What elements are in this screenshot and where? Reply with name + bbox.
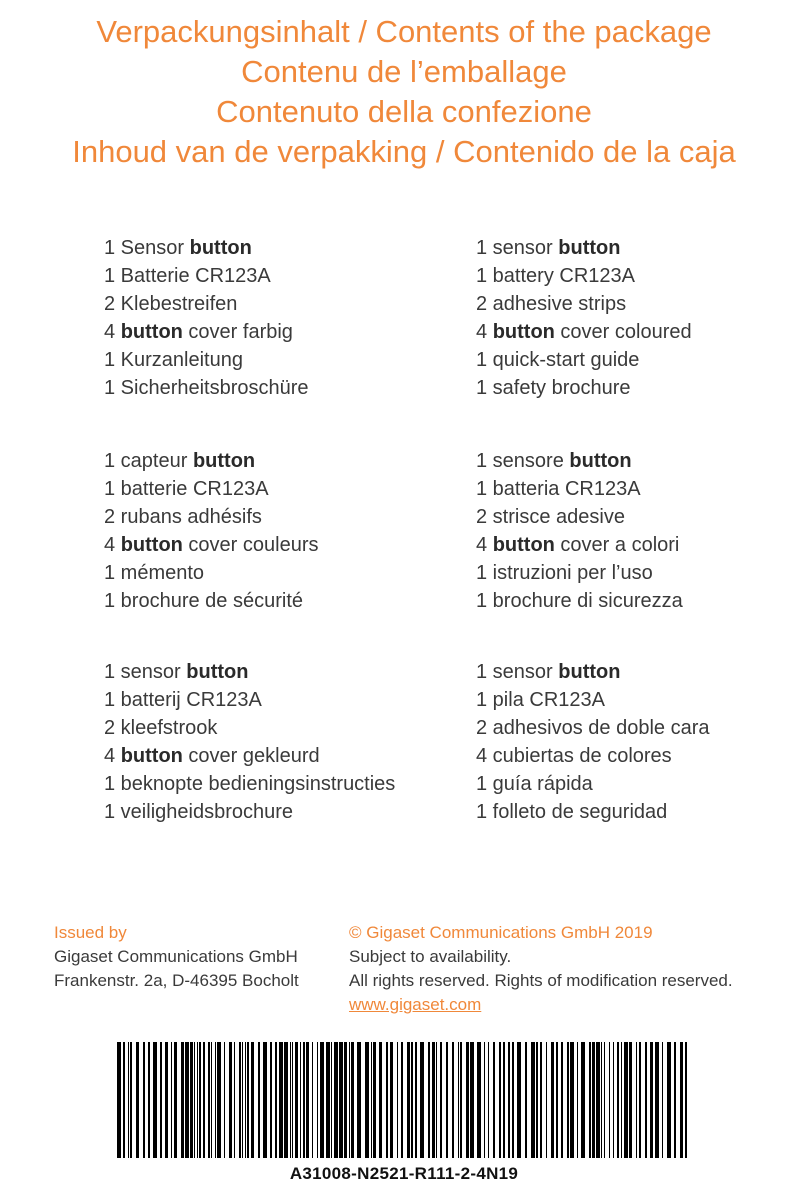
barcode-bar (123, 1042, 125, 1158)
barcode-bar (546, 1042, 547, 1158)
item-text: 1 safety brochure (476, 377, 631, 399)
barcode-bar (365, 1042, 369, 1158)
list-item (476, 374, 692, 402)
title-group (0, 12, 808, 172)
list-item (104, 798, 395, 826)
barcode-bar (320, 1042, 324, 1158)
barcode-bar (407, 1042, 410, 1158)
list-item (476, 262, 692, 290)
title-line-2: Contenu de l’emballage (241, 54, 567, 89)
item-text: 2 adhesive strips (476, 293, 627, 315)
barcode-bar (477, 1042, 481, 1158)
barcode-bar (292, 1042, 293, 1158)
item-text: 1 sensore (476, 450, 570, 472)
barcode-bar (440, 1042, 442, 1158)
barcode-bar (452, 1042, 454, 1158)
barcode-bar (130, 1042, 132, 1158)
list-item (104, 475, 319, 503)
item-text: 4 cubiertas de colores (476, 745, 672, 767)
barcode-bar (334, 1042, 338, 1158)
item-product-name: button (558, 237, 621, 259)
list-item (476, 587, 683, 615)
barcode-bar (344, 1042, 347, 1158)
item-product-name: button (186, 661, 249, 683)
item-text-suffix: cover coloured (554, 321, 692, 343)
item-text: 1 brochure de sécurité (104, 590, 304, 612)
barcode-bar (306, 1042, 309, 1158)
barcode-bar (317, 1042, 318, 1158)
list-item (476, 714, 710, 742)
barcode-bar (300, 1042, 301, 1158)
barcode-bar (436, 1042, 437, 1158)
item-text: 1 brochure di sicurezza (476, 590, 683, 612)
barcode-bar (420, 1042, 424, 1158)
barcode-bar (397, 1042, 398, 1158)
item-text-suffix: cover a colori (554, 534, 680, 556)
barcode-bar (290, 1042, 291, 1158)
barcode-bar (561, 1042, 563, 1158)
barcode-bar (536, 1042, 538, 1158)
barcode-bar (390, 1042, 393, 1158)
barcode-bar (339, 1042, 343, 1158)
barcode-bar (466, 1042, 469, 1158)
item-text: 1 beknopte bedieningsinstructies (104, 773, 396, 795)
barcode-bar (224, 1042, 225, 1158)
issuer-address: Frankenstr. 2a, D-46395 Bocholt (54, 971, 299, 990)
barcode-bar (613, 1042, 614, 1158)
barcode-bar (136, 1042, 139, 1158)
item-text: 1 batterij CR123A (104, 689, 262, 711)
barcode-bar (208, 1042, 210, 1158)
barcode-bar (650, 1042, 653, 1158)
barcode-bar (247, 1042, 249, 1158)
barcode-bar (303, 1042, 305, 1158)
item-text: 1 guía rápida (476, 773, 593, 795)
item-text: 1 Kurzanleitung (104, 349, 243, 371)
item-text: 4 (104, 321, 121, 343)
barcode-bar (185, 1042, 189, 1158)
list-item (476, 503, 683, 531)
barcode-bar (458, 1042, 459, 1158)
barcode-bar (577, 1042, 578, 1158)
barcode-bar (263, 1042, 267, 1158)
barcode-bar (428, 1042, 430, 1158)
item-text: 2 kleefstrook (104, 717, 218, 739)
list-item (476, 475, 683, 503)
list-item (104, 346, 309, 374)
barcode-number: A31008-N2521-R111-2-4N19 (289, 1164, 519, 1183)
availability-notice: Subject to availability. (349, 947, 512, 966)
barcode-bar (531, 1042, 535, 1158)
barcode-bar (415, 1042, 417, 1158)
item-text: 2 adhesivos de doble cara (476, 717, 710, 739)
barcode-bar (470, 1042, 474, 1158)
barcode-bar (556, 1042, 558, 1158)
list-item (104, 318, 309, 346)
item-text: 4 (104, 534, 121, 556)
barcode-bar (680, 1042, 683, 1158)
list-item (104, 447, 319, 475)
item-product-name: button (189, 237, 252, 259)
barcode-bar (460, 1042, 462, 1158)
barcode-bar (245, 1042, 246, 1158)
list-item (104, 587, 319, 615)
barcode-bar (190, 1042, 193, 1158)
item-text: 1 mémento (104, 562, 205, 584)
barcode (117, 1042, 689, 1158)
barcode-bar (601, 1042, 602, 1158)
barcode-bar (617, 1042, 619, 1158)
title-line-4: Inhoud van de verpakking / Contenido de la caja (72, 134, 736, 169)
item-text: 1 Batterie CR123A (104, 265, 271, 287)
barcode-bar (143, 1042, 145, 1158)
barcode-bar (371, 1042, 372, 1158)
item-text: 1 sensor (476, 661, 559, 683)
item-product-name: button (192, 450, 256, 472)
item-text: 1 capteur (104, 450, 193, 472)
barcode-bar (351, 1042, 354, 1158)
contents-list-de (104, 234, 309, 402)
item-text: 4 (476, 534, 493, 556)
contents-list-nl (104, 658, 395, 826)
item-text: 1 sensor (104, 661, 187, 683)
item-text: 1 pila CR123A (476, 689, 605, 711)
barcode-bar (411, 1042, 413, 1158)
issuer-company: Gigaset Communications GmbH (54, 947, 298, 966)
item-text: 1 istruzioni per l’uso (476, 562, 653, 584)
list-item (104, 559, 319, 587)
barcode-bar (357, 1042, 361, 1158)
barcode-bar (229, 1042, 232, 1158)
item-product-name: button (120, 745, 183, 767)
barcode-bar (379, 1042, 382, 1158)
item-product-name: button (569, 450, 632, 472)
barcode-bar (525, 1042, 527, 1158)
barcode-bar (503, 1042, 505, 1158)
item-text: 4 (476, 321, 493, 343)
barcode-bar (270, 1042, 272, 1158)
list-item (476, 234, 692, 262)
barcode-bar (662, 1042, 663, 1158)
barcode-bar (312, 1042, 313, 1158)
barcode-bar (160, 1042, 162, 1158)
list-item (104, 374, 309, 402)
item-product-name: button (120, 321, 183, 343)
barcode-bar (493, 1042, 495, 1158)
barcode-bar (148, 1042, 150, 1158)
barcode-bar (488, 1042, 489, 1158)
barcode-bar (153, 1042, 157, 1158)
title-line-1: Verpackungsinhalt / Contents of the package (96, 14, 712, 49)
barcode-bar (117, 1042, 121, 1158)
item-product-name: button (558, 661, 621, 683)
barcode-bar (128, 1042, 129, 1158)
list-item (104, 770, 395, 798)
barcode-bar (331, 1042, 332, 1158)
list-item (104, 714, 395, 742)
barcode-bar (194, 1042, 195, 1158)
rights-notice: All rights reserved. Rights of modification reserved. (349, 971, 733, 990)
barcode-bar (215, 1042, 216, 1158)
list-item (476, 770, 710, 798)
copyright-notice: © Gigaset Communications GmbH 2019 (349, 923, 653, 942)
barcode-bar (446, 1042, 448, 1158)
item-product-name: button (492, 534, 555, 556)
barcode-bar (540, 1042, 542, 1158)
barcode-bar (570, 1042, 574, 1158)
item-text-suffix: cover gekleurd (182, 745, 320, 767)
barcode-bar (174, 1042, 177, 1158)
list-item (104, 290, 309, 318)
barcode-bar (624, 1042, 628, 1158)
barcode-bar (499, 1042, 501, 1158)
barcode-bar (386, 1042, 388, 1158)
barcode-bar (251, 1042, 254, 1158)
list-item (104, 658, 395, 686)
barcode-bar (199, 1042, 201, 1158)
barcode-bar (217, 1042, 221, 1158)
barcode-bar (508, 1042, 510, 1158)
contents-list-es (476, 658, 710, 826)
barcode-bar (279, 1042, 283, 1158)
item-product-name: button (120, 534, 183, 556)
barcode-bar (432, 1042, 435, 1158)
item-text: 2 Klebestreifen (104, 293, 238, 315)
item-text-suffix: cover farbig (182, 321, 293, 343)
list-item (476, 798, 710, 826)
list-item (476, 742, 710, 770)
list-item (104, 262, 309, 290)
list-item (476, 531, 683, 559)
item-text: 1 batteria CR123A (476, 478, 641, 500)
title-line-3: Contenuto della confezione (216, 94, 592, 129)
barcode-bar (639, 1042, 641, 1158)
barcode-bar (349, 1042, 350, 1158)
barcode-bar (275, 1042, 277, 1158)
barcode-bar (284, 1042, 288, 1158)
barcode-bar (484, 1042, 485, 1158)
list-item (476, 318, 692, 346)
list-item (104, 234, 309, 262)
barcode-bar (326, 1042, 330, 1158)
barcode-bar (667, 1042, 671, 1158)
barcode-bar (171, 1042, 172, 1158)
item-text: 1 Sicherheitsbroschüre (104, 377, 309, 399)
list-item (104, 503, 319, 531)
barcode-bar (636, 1042, 637, 1158)
barcode-bar (685, 1042, 687, 1158)
item-text: 1 Sensor (104, 237, 190, 259)
barcode-bar (197, 1042, 198, 1158)
barcode-bar (567, 1042, 569, 1158)
contents-list-en (476, 234, 692, 402)
issued-by-label: Issued by (54, 923, 127, 942)
list-item (476, 290, 692, 318)
list-item (476, 447, 683, 475)
website-link[interactable]: www.gigaset.com (349, 995, 482, 1014)
barcode-bar (295, 1042, 298, 1158)
barcode-bar (512, 1042, 514, 1158)
contents-list-it (476, 447, 683, 615)
barcode-bar (203, 1042, 205, 1158)
list-item (476, 346, 692, 374)
barcode-bar (592, 1042, 595, 1158)
barcode-bar (517, 1042, 521, 1158)
barcode-bar (589, 1042, 591, 1158)
item-text-suffix: cover couleurs (182, 534, 319, 556)
item-text: 1 veiligheidsbrochure (104, 801, 294, 823)
list-item (104, 686, 395, 714)
barcode-bar (674, 1042, 676, 1158)
barcode-bar (373, 1042, 376, 1158)
list-item (104, 531, 319, 559)
barcode-bar (234, 1042, 235, 1158)
barcode-bar (165, 1042, 168, 1158)
barcode-bar (655, 1042, 659, 1158)
item-text: 2 strisce adesive (476, 506, 625, 528)
item-text: 2 rubans adhésifs (104, 506, 262, 528)
list-item (476, 559, 683, 587)
list-item (476, 686, 710, 714)
barcode-bar (401, 1042, 403, 1158)
barcode-bar (239, 1042, 241, 1158)
barcode-bar (551, 1042, 554, 1158)
barcode-bar (258, 1042, 260, 1158)
contents-list-fr (104, 447, 319, 615)
item-text: 1 battery CR123A (476, 265, 635, 287)
issuer-info (54, 921, 299, 993)
item-product-name: button (492, 321, 555, 343)
item-text: 1 folleto de seguridad (476, 801, 668, 823)
barcode-bar (596, 1042, 600, 1158)
barcode-bar (621, 1042, 622, 1158)
list-item (104, 742, 395, 770)
item-text: 1 sensor (476, 237, 559, 259)
barcode-bar (604, 1042, 605, 1158)
barcode-bar (211, 1042, 212, 1158)
barcode-bar (181, 1042, 184, 1158)
barcode-bar (609, 1042, 610, 1158)
legal-info (349, 921, 733, 1017)
barcode-bar (581, 1042, 585, 1158)
barcode-bar (242, 1042, 243, 1158)
item-text: 1 batterie CR123A (104, 478, 269, 500)
barcode-bar (629, 1042, 632, 1158)
item-text: 1 quick-start guide (476, 349, 640, 371)
barcode-bar (645, 1042, 647, 1158)
item-text: 4 (104, 745, 121, 767)
list-item (476, 658, 710, 686)
